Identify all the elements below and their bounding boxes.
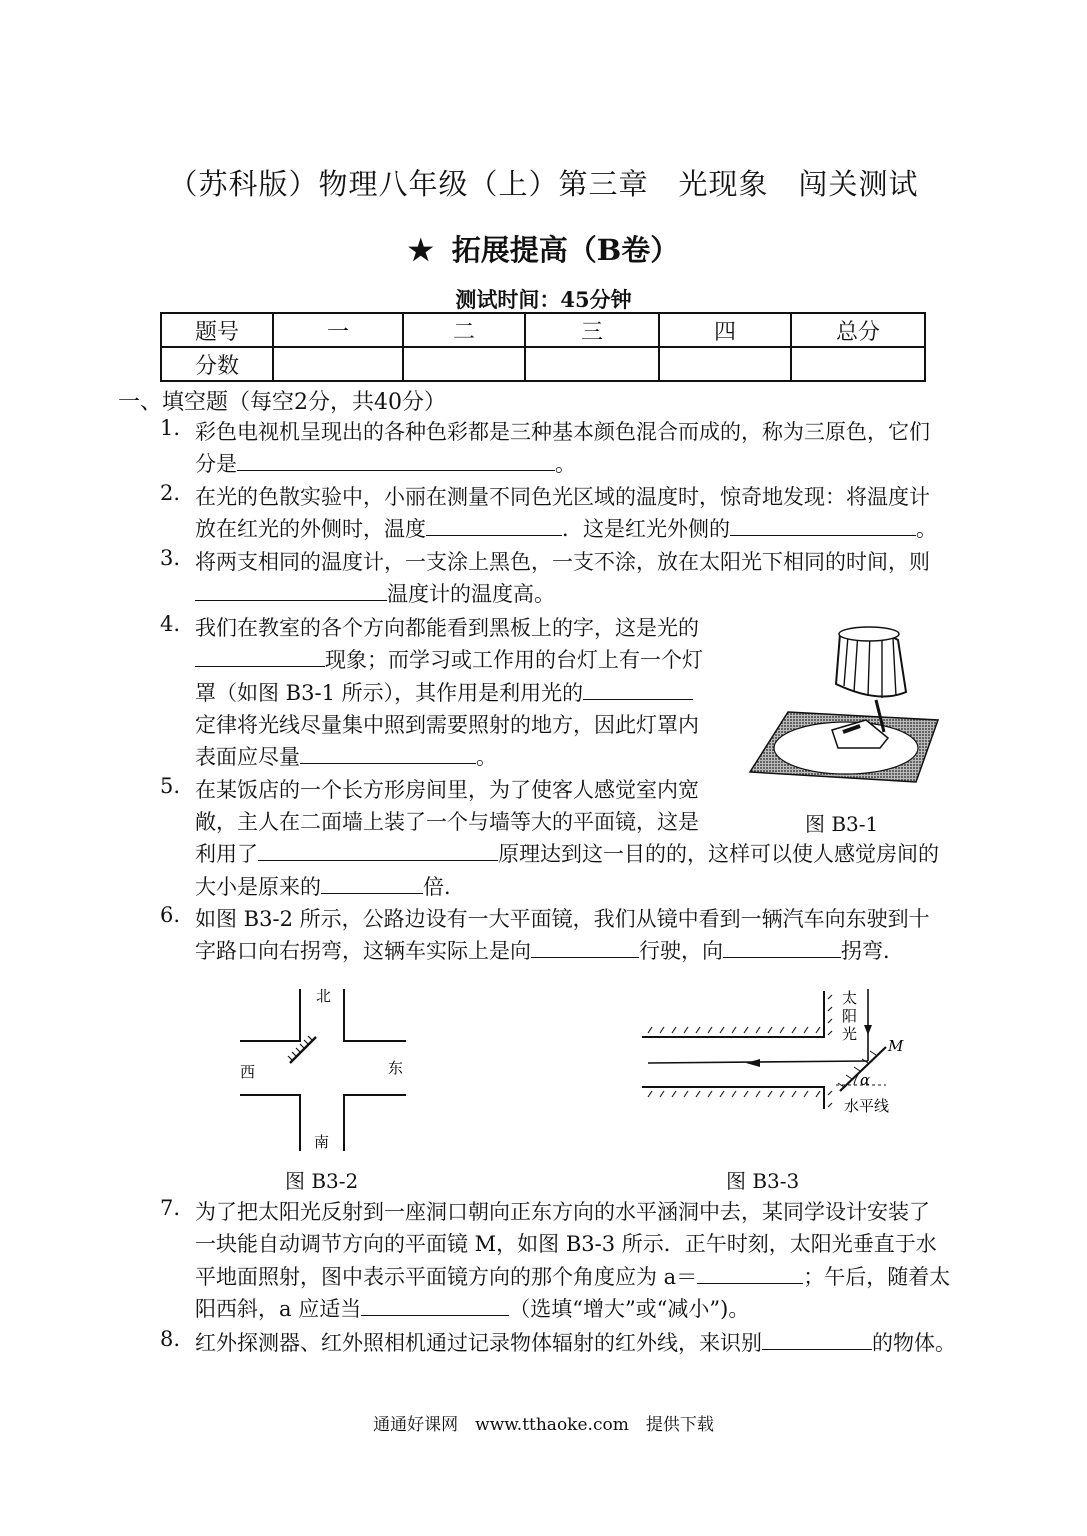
question-text: ．这是红光外侧的 bbox=[562, 517, 730, 541]
angle-label: α bbox=[860, 1071, 871, 1089]
sunlight-label: 阳 bbox=[842, 1007, 858, 1025]
sunlight-label: 光 bbox=[842, 1025, 858, 1043]
question-3-line bbox=[195, 578, 555, 610]
mirror-label: M bbox=[888, 1037, 904, 1055]
table-cell: 总分 bbox=[791, 313, 925, 347]
table-cell: 二 bbox=[403, 313, 525, 347]
horizon-label: 水平线 bbox=[844, 1097, 890, 1115]
question-5-line: 在某饭店的一个长方形房间里，为了使客人感觉室内宽 bbox=[195, 778, 699, 802]
question-number: 5. bbox=[160, 774, 181, 798]
question-4-line bbox=[195, 677, 693, 709]
question-1-line: 彩色电视机呈现出的各种色彩都是三种基本颜色混合而成的，称为三原色，它们 bbox=[195, 420, 930, 444]
question-4-line bbox=[195, 741, 497, 773]
question-text: 阳西斜，a 应适当 bbox=[195, 1297, 362, 1321]
question-6-line: 如图 B3-2 所示，公路边设有一大平面镜，我们从镜中看到一辆汽车向东驶到十 bbox=[195, 907, 930, 931]
answer-blank[interactable] bbox=[237, 448, 555, 471]
sunlight-label: 太 bbox=[842, 989, 858, 1007]
question-7-line bbox=[195, 1261, 950, 1293]
question-text: 大小是原来的 bbox=[195, 875, 321, 899]
table-cell: 一 bbox=[273, 313, 403, 347]
question-number: 3. bbox=[160, 546, 181, 570]
section-heading: 一、填空题（每空2分，共40分） bbox=[118, 390, 446, 415]
answer-blank[interactable] bbox=[361, 1293, 509, 1316]
score-table bbox=[160, 312, 926, 382]
question-5-line bbox=[195, 838, 939, 870]
question-4-line: 我们在教室的各个方向都能看到黑板上的字，这是光的 bbox=[195, 616, 699, 640]
question-text: 分是 bbox=[195, 452, 237, 476]
direction-label: 北 bbox=[316, 987, 332, 1005]
question-7-line: 为了把太阳光反射到一座洞口朝向正东方向的水平涵洞中去，某同学设计安装了 bbox=[195, 1200, 930, 1224]
question-text: 温度计的温度高。 bbox=[387, 582, 555, 606]
question-number: 8. bbox=[160, 1327, 181, 1351]
answer-blank[interactable] bbox=[195, 644, 325, 667]
question-text: 表面应尽量 bbox=[195, 745, 300, 769]
question-5-line bbox=[195, 871, 465, 903]
subtitle-text: 拓展提高（B卷） bbox=[451, 233, 680, 267]
answer-blank[interactable] bbox=[195, 578, 387, 601]
answer-blank[interactable] bbox=[723, 935, 841, 958]
question-7-line: 一块能自动调节方向的平面镜 M，如图 B3-3 所示．正午时刻，太阳光垂直于水 bbox=[195, 1232, 937, 1256]
table-row bbox=[161, 347, 925, 381]
question-8-line bbox=[195, 1327, 956, 1359]
question-text: 罩（如图 B3-1 所示），其作用是利用光的 bbox=[195, 681, 584, 705]
answer-blank[interactable] bbox=[426, 513, 562, 536]
question-2-line: 在光的色散实验中，小丽在测量不同色光区域的温度时，惊奇地发现：将温度计 bbox=[195, 485, 930, 509]
table-row bbox=[161, 313, 925, 347]
figure-caption: 图 B3-1 bbox=[805, 812, 879, 836]
question-number: 7. bbox=[160, 1196, 181, 1220]
question-text: 平地面照射，图中表示平面镜方向的那个角度应为 a＝ bbox=[195, 1265, 698, 1289]
question-text: （选填“增大”或“减小”)。 bbox=[509, 1297, 750, 1321]
question-text: 的物体。 bbox=[872, 1331, 956, 1355]
score-input-cell[interactable] bbox=[403, 347, 525, 381]
page-footer: 通通好课网 www.tthaoke.com 提供下载 bbox=[373, 1415, 714, 1435]
table-cell: 三 bbox=[525, 313, 659, 347]
question-number: 1. bbox=[160, 416, 181, 440]
score-input-cell[interactable] bbox=[791, 347, 925, 381]
question-text: 红外探测器、红外照相机通过记录物体辐射的红外线，来识别 bbox=[195, 1331, 762, 1355]
answer-blank[interactable] bbox=[697, 1261, 803, 1284]
score-input-cell[interactable] bbox=[273, 347, 403, 381]
reflected-arrow-icon bbox=[746, 1059, 760, 1067]
question-2-line bbox=[195, 513, 937, 545]
question-text: ；午后，随着太 bbox=[803, 1265, 951, 1289]
question-text: 利用了 bbox=[195, 842, 258, 866]
table-cell: 题号 bbox=[161, 313, 273, 347]
tunnel-figure bbox=[640, 985, 920, 1125]
answer-blank[interactable] bbox=[531, 935, 639, 958]
question-4-line bbox=[195, 644, 703, 676]
answer-blank[interactable] bbox=[730, 513, 916, 536]
answer-blank[interactable] bbox=[321, 871, 423, 894]
direction-label: 西 bbox=[240, 1063, 256, 1081]
figure-caption: 图 B3-2 bbox=[285, 1169, 359, 1193]
question-text: 。 bbox=[476, 745, 497, 769]
star-icon: ★ bbox=[407, 233, 434, 267]
question-number: 6. bbox=[160, 903, 181, 927]
score-input-cell[interactable] bbox=[525, 347, 659, 381]
score-input-cell[interactable] bbox=[659, 347, 791, 381]
table-cell: 分数 bbox=[161, 347, 273, 381]
question-3-line: 将两支相同的温度计，一支涂上黑色，一支不涂，放在太阳光下相同的时间，则 bbox=[195, 550, 930, 574]
question-text: 。 bbox=[916, 517, 937, 541]
answer-blank[interactable] bbox=[762, 1327, 872, 1350]
question-text: 放在红光的外侧时，温度 bbox=[195, 517, 426, 541]
question-number: 4. bbox=[160, 612, 181, 636]
question-text: 原理达到这一目的的，这样可以使人感觉房间的 bbox=[498, 842, 939, 866]
question-text: 倍． bbox=[423, 875, 465, 899]
question-1-line bbox=[195, 448, 576, 480]
question-4-line: 定律将光线尽量集中照到需要照射的地方，因此灯罩内 bbox=[195, 713, 699, 737]
question-text: 。 bbox=[555, 452, 576, 476]
question-5-line: 敞，主人在二面墙上装了一个与墙等大的平面镜，这是 bbox=[195, 810, 699, 834]
direction-label: 东 bbox=[388, 1059, 404, 1077]
test-time: 测试时间：45分钟 bbox=[455, 287, 632, 312]
crossroads-figure bbox=[232, 985, 422, 1155]
question-text: 现象；而学习或工作用的台灯上有一个灯 bbox=[325, 648, 703, 672]
answer-blank[interactable] bbox=[258, 838, 498, 861]
figure-caption: 图 B3-3 bbox=[726, 1169, 800, 1193]
table-cell: 四 bbox=[659, 313, 791, 347]
question-number: 2. bbox=[160, 481, 181, 505]
page-subtitle bbox=[0, 228, 1087, 269]
answer-blank[interactable] bbox=[583, 677, 693, 700]
answer-blank[interactable] bbox=[300, 741, 476, 764]
lamp-figure bbox=[748, 620, 948, 790]
sunlight-arrow-icon bbox=[864, 1025, 872, 1035]
question-6-line bbox=[195, 935, 904, 967]
direction-label: 南 bbox=[314, 1133, 330, 1151]
question-text: 行驶，向 bbox=[639, 939, 723, 963]
question-text: 字路口向右拐弯，这辆车实际上是向 bbox=[195, 939, 531, 963]
page-title: （苏科版）物理八年级（上）第三章 光现象 闯关测试 bbox=[168, 167, 919, 201]
question-7-line bbox=[195, 1293, 749, 1325]
question-text: 拐弯． bbox=[841, 939, 904, 963]
